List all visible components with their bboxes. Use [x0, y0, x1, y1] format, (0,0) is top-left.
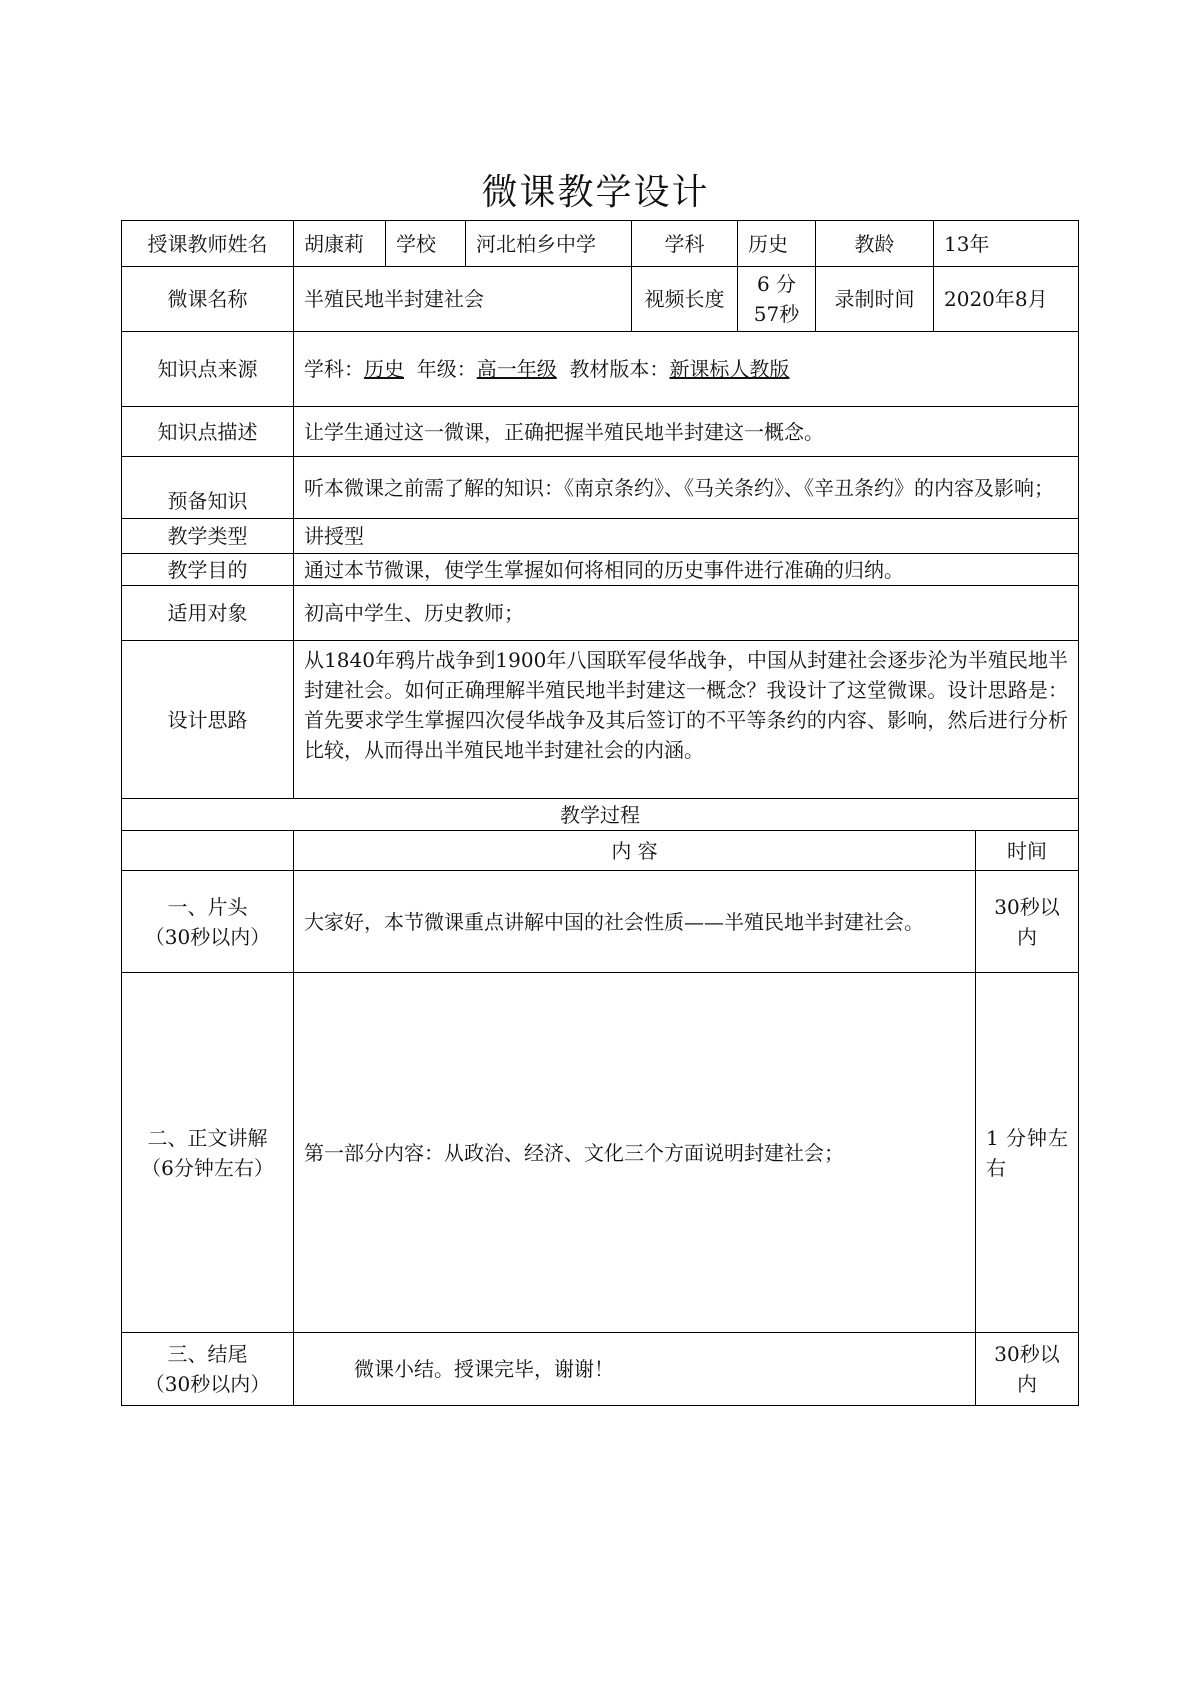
description-value: 让学生通过这一微课，正确把握半殖民地半封建这一概念。 — [294, 407, 1079, 457]
record-time-label: 录制时间 — [816, 267, 934, 332]
source-subject-value: 历史 — [364, 357, 404, 381]
years-value: 13年 — [934, 221, 1079, 267]
course-value: 半殖民地半封建社会 — [294, 267, 632, 332]
time-header: 时间 — [976, 831, 1079, 871]
source-value — [294, 332, 1079, 407]
source-edition-key: 教材版本： — [569, 357, 670, 381]
source-grade-key: 年级： — [416, 357, 477, 381]
step-name: 一、片头 — [167, 894, 248, 919]
goal-row — [122, 554, 1079, 586]
subject-value: 历史 — [738, 221, 816, 267]
prior-row — [122, 457, 1079, 519]
lesson-design-table — [121, 220, 1079, 1406]
step-time: 30秒以内 — [976, 1333, 1079, 1406]
step-content: 微课小结。授课完毕，谢谢！ — [294, 1333, 976, 1406]
audience-row — [122, 586, 1079, 641]
design-label: 设计思路 — [122, 641, 294, 799]
step-limit: （30秒以内） — [144, 1372, 271, 1396]
process-header-empty — [122, 831, 294, 871]
description-row — [122, 407, 1079, 457]
description-label: 知识点描述 — [122, 407, 294, 457]
step-content: 大家好，本节微课重点讲解中国的社会性质——半殖民地半封建社会。 — [294, 871, 976, 973]
info-row-course — [122, 267, 1079, 332]
step-time: 1 分钟左右 — [976, 973, 1079, 1333]
teacher-value: 胡康莉 — [294, 221, 386, 267]
prior-label: 预备知识 — [122, 457, 294, 519]
course-label: 微课名称 — [122, 267, 294, 332]
step-limit: （6分钟左右） — [141, 1155, 274, 1180]
page-title: 微课教学设计 — [481, 172, 710, 213]
audience-label: 适用对象 — [122, 586, 294, 641]
type-row — [122, 519, 1079, 554]
step-limit: （30秒以内） — [144, 924, 271, 949]
info-row-teacher — [122, 221, 1079, 267]
source-edition-value: 新课标人教版 — [669, 357, 790, 381]
record-time-value: 2020年8月 — [934, 267, 1079, 332]
type-label: 教学类型 — [122, 519, 294, 554]
step-content: 第一部分内容：从政治、经济、文化三个方面说明封建社会； — [294, 973, 976, 1333]
design-row — [122, 641, 1079, 799]
process-header-row — [122, 831, 1079, 871]
goal-value: 通过本节微课，使学生掌握如何将相同的历史事件进行准确的归纳。 — [294, 554, 1079, 586]
type-value: 讲授型 — [294, 519, 1079, 554]
years-label: 教龄 — [816, 221, 934, 267]
school-label: 学校 — [386, 221, 466, 267]
audience-value: 初高中学生、历史教师； — [294, 586, 1079, 641]
source-grade-value: 高一年级 — [476, 357, 557, 381]
source-row — [122, 332, 1079, 407]
source-label: 知识点来源 — [122, 332, 294, 407]
process-heading-row — [122, 799, 1079, 831]
video-length-value — [738, 267, 816, 332]
prior-value: 听本微课之前需了解的知识：《南京条约》、《马关条约》、《辛丑条约》的内容及影响； — [294, 457, 1079, 519]
goal-label: 教学目的 — [122, 554, 294, 586]
video-length-label: 视频长度 — [632, 267, 738, 332]
process-step-row — [122, 871, 1079, 973]
content-header: 内 容 — [294, 831, 976, 871]
teacher-label: 授课教师姓名 — [122, 221, 294, 267]
subject-label: 学科 — [632, 221, 738, 267]
video-length-line-2: 57秒 — [753, 302, 800, 326]
source-subject-key: 学科： — [304, 357, 364, 381]
design-value: 从1840年鸦片战争到1900年八国联军侵华战争，中国从封建社会逐步沦为半殖民地半封建社会。如何正确理解半殖民地半封建这一概念？我设计了这堂微课。设计思路是：首先要求学生掌握四次侵华战争及其后签订的不平等条约的内容、影响，然后进行分析比较，从而得出半殖民地半封建社会的内涵。 — [294, 641, 1079, 799]
step-name-cell — [122, 1333, 294, 1406]
process-heading: 教学过程 — [122, 799, 1079, 831]
step-time: 30秒以内 — [976, 871, 1079, 973]
video-length-line-1: 6 分 — [756, 272, 797, 296]
step-name: 三、结尾 — [167, 1342, 248, 1366]
process-step-row — [122, 973, 1079, 1333]
school-value: 河北柏乡中学 — [466, 221, 632, 267]
step-name-cell — [122, 871, 294, 973]
step-name-cell — [122, 973, 294, 1333]
step-name: 二、正文讲解 — [147, 1125, 268, 1150]
process-step-row — [122, 1333, 1079, 1406]
